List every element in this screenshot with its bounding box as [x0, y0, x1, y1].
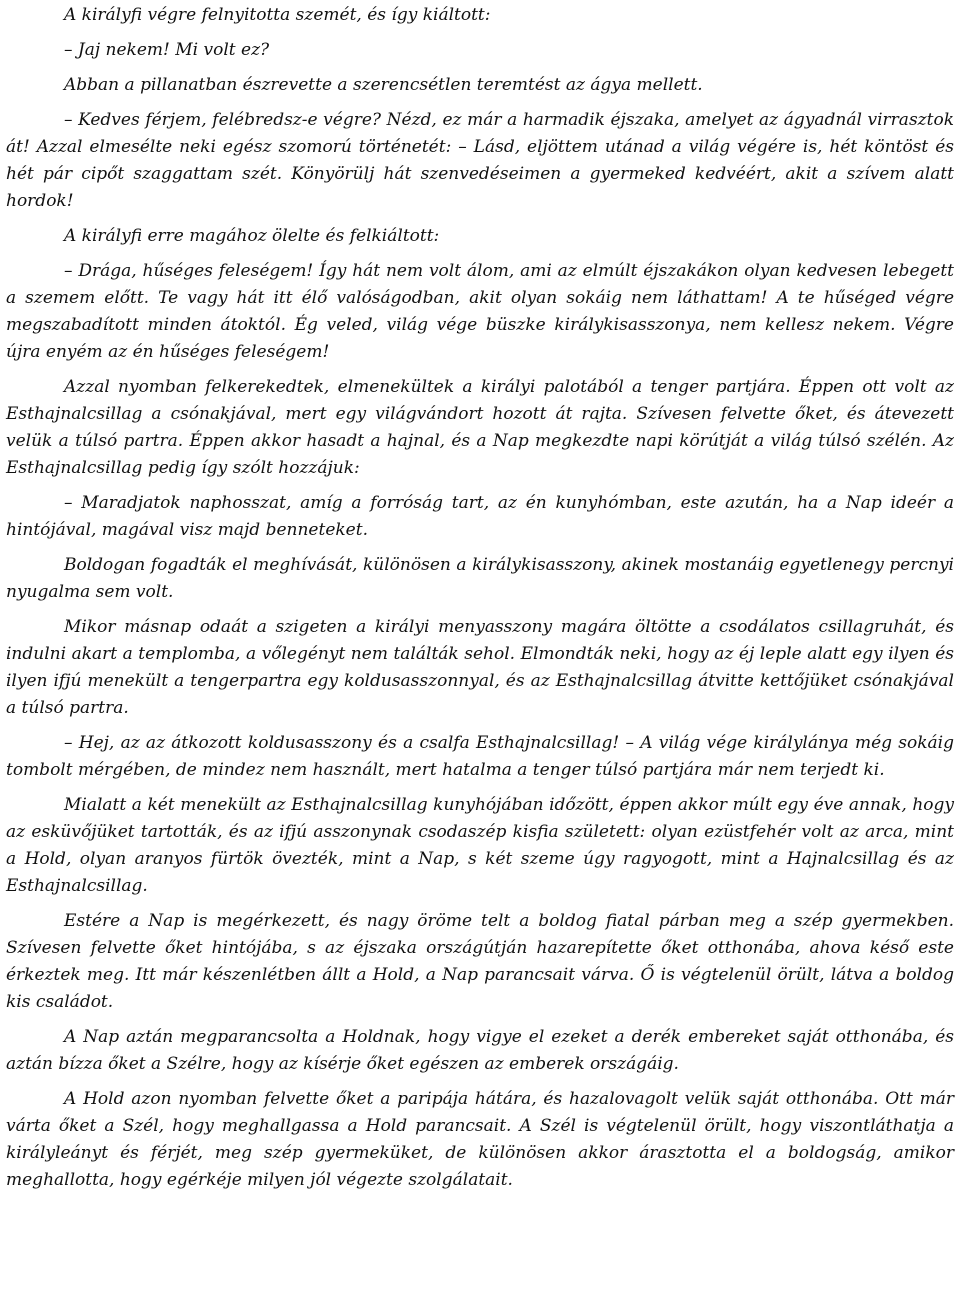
paragraph-8: – Maradjatok naphosszat, amíg a forróság tart, az én kunyhómban, este azután, ha a Nap ideér a hintójával, magával visz majd benneteket. [6, 493, 954, 540]
paragraph-5: A királyfi erre magához ölelte és felkiáltott: [64, 226, 440, 246]
paragraph-15: A Hold azon nyomban felvette őket a paripája hátára, és hazalovagolt velük saját otthonába. Ott már várta őket a Szél, hogy meghallgassa a Hold parancsait. A Szél is végtelenül örült, hogy viszontláthatja a királyleányt és férjét, meg szép gyermeküket, de különösen akkor árasztotta el a boldogság, amikor meghallotta, hogy egérkéje milyen jól végezte szolgálatait. [6, 1089, 954, 1190]
paragraph-9: Boldogan fogadták el meghívását, különösen a királykisasszony, akinek mostanáig egyetlenegy percnyi nyugalma sem volt. [6, 555, 954, 602]
paragraph-7: Azzal nyomban felkerekedtek, elmenekültek a királyi palotából a tenger partjára. Éppen ott volt az Esthajnalcsillag a csónakjával, mert egy világvándort hozott át rajta. Szívesen felvette őket, és átevezett velük a túlsó partra. Éppen akkor hasadt a hajnal, és a Nap megkezdte napi körútját a világ túlsó szélén. Az Esthajnalcsillag pedig így szólt hozzájuk: [6, 377, 954, 478]
paragraph-11: – Hej, az az átkozott koldusasszony és a csalfa Esthajnalcsillag! – A világ vége királylánya még sokáig tombolt mérgében, de mindez nem használt, mert hatalma a tenger túlsó partjára már nem terjedt ki. [6, 733, 954, 780]
paragraph-12: Mialatt a két menekült az Esthajnalcsillag kunyhójában időzött, éppen akkor múlt egy éve annak, hogy az esküvőjüket tartották, és az ifjú asszonynak csodaszép kisfia született: olyan ezüstfehér volt az arca, mint a Hold, olyan aranyos fürtök övezték, mint a Nap, s két szeme úgy ragyogott, mint a Hajnalcsillag és az Esthajnalcsillag. [6, 795, 954, 896]
paragraph-14: A Nap aztán megparancsolta a Holdnak, hogy vigye el ezeket a derék embereket saját otthonába, és aztán bízza őket a Szélre, hogy az kísérje őket egészen az emberek országáig. [6, 1027, 954, 1074]
paragraph-10: Mikor másnap odaát a szigeten a királyi menyasszony magára öltötte a csodálatos csillagruhát, és indulni akart a templomba, a vőlegényt nem találták sehol. Elmondták neki, hogy az éj leple alatt egy ilyen és ilyen ifjú menekült a tengerpartra egy koldusasszonnyal, és az Esthajnalcsillag átvitte kettőjüket csónakjával a túlsó partra. [6, 617, 954, 718]
paragraph-4: – Kedves férjem, felébredsz-e végre? Nézd, ez már a harmadik éjszaka, amelyet az ágyadnál virrasztok át! Azzal elmesélte neki egész szomorú történetét: – Lásd, eljöttem utánad a világ végére is, hét köntöst és hét pár cipőt szaggattam szét. Könyörülj hát szenvedéseimen a gyermeked kedvéért, akit a szívem alatt hordok! [6, 110, 954, 211]
paragraph-3: Abban a pillanatban észrevette a szerencsétlen teremtést az ágya mellett. [64, 75, 703, 95]
paragraph-13: Estére a Nap is megérkezett, és nagy öröme telt a boldog fiatal párban meg a szép gyermekben. Szívesen felvette őket hintójába, s az éjszaka országútján hazarepítette őket otthonába, ahova késő este érkeztek meg. Itt már készenlétben állt a Hold, a Nap parancsait várva. Ő is végtelenül örült, látva a boldog kis családot. [6, 911, 954, 1012]
paragraph-6: – Drága, hűséges feleségem! Így hát nem volt álom, ami az elmúlt éjszakákon olyan kedvesen lebegett a szemem előtt. Te vagy hát itt élő valóságodban, akit olyan sokáig nem láthattam! A te hűséged végre megszabadított minden átoktól. Ég veled, világ vége büszke királykisasszonya, nem kellesz nekem. Végre újra enyém az én hűséges feleségem! [6, 261, 954, 362]
paragraph-2: – Jaj nekem! Mi volt ez? [64, 40, 270, 60]
paragraph-1: A királyfi végre felnyitotta szemét, és így kiáltott: [64, 5, 491, 25]
